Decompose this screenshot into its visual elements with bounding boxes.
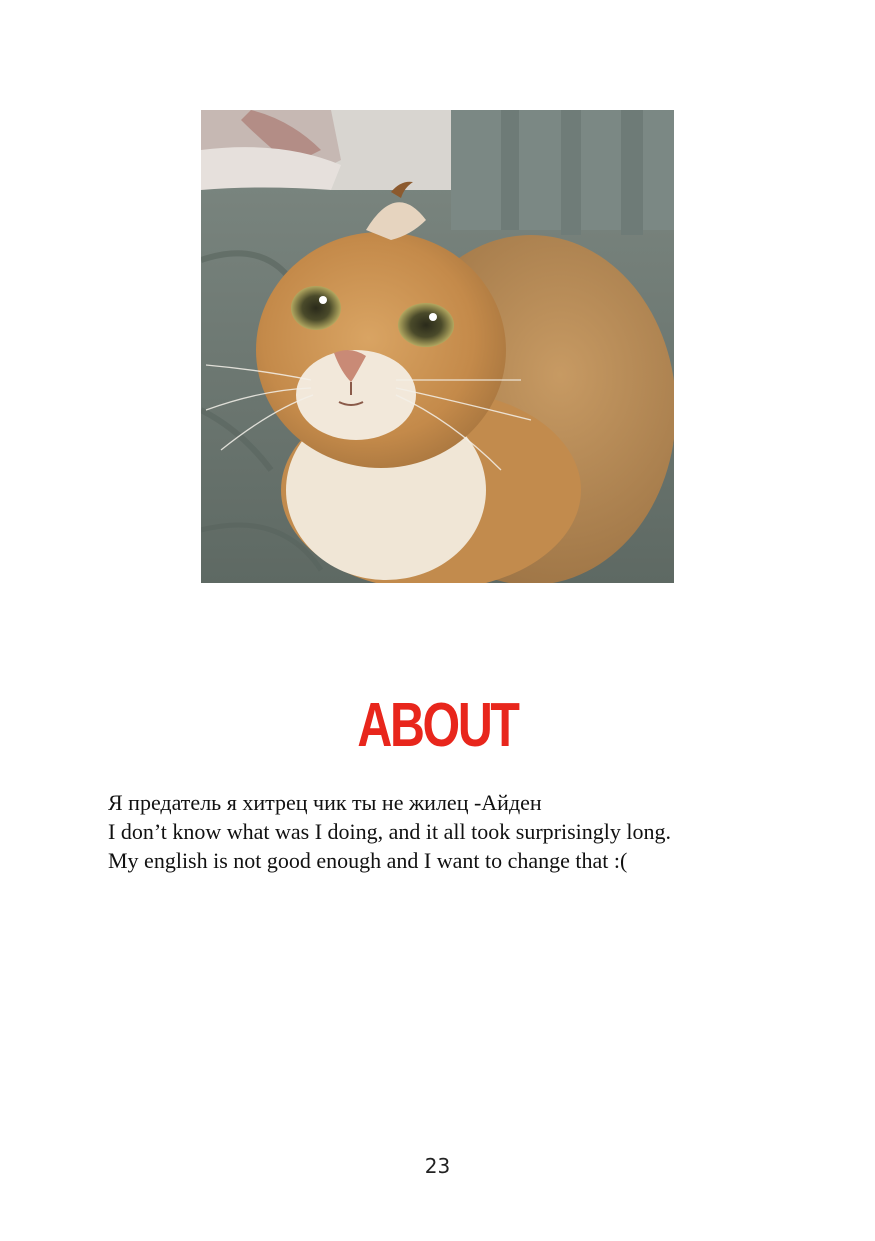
about-heading: ABOUT [357, 691, 518, 760]
about-line: My english is not good enough and I want to change that :( [108, 848, 628, 873]
page-number: 23 [424, 1154, 451, 1178]
about-line: Я предатель я хитрец чик ты не жилец -Айден [108, 790, 542, 815]
cat-photo [201, 110, 674, 583]
about-text [108, 788, 808, 875]
about-line: I don’t know what was I doing, and it all took surprisingly long. [108, 819, 671, 844]
cat-illustration [201, 110, 674, 583]
